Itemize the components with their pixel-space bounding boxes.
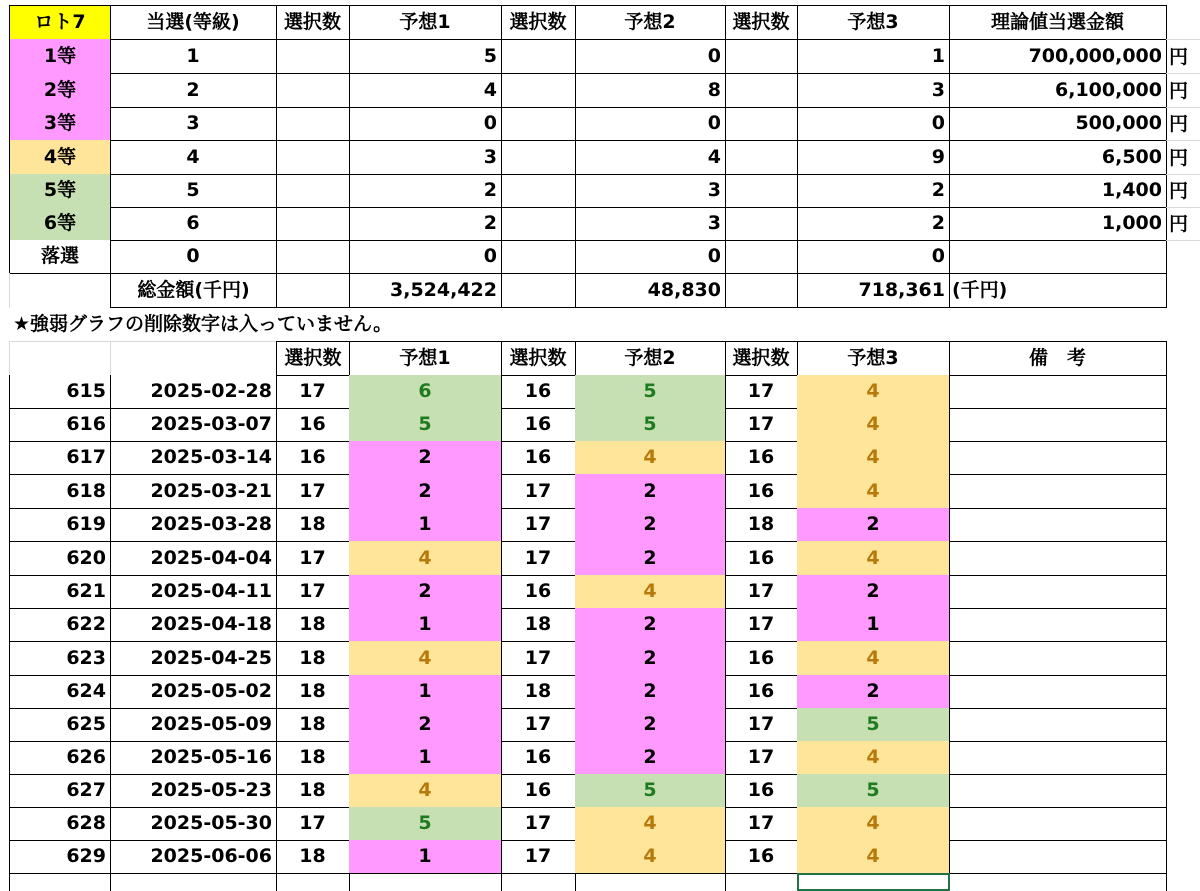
select-count[interactable]: 16	[276, 441, 350, 475]
select-count[interactable]: 17	[276, 375, 350, 409]
pred2-grade[interactable]: 5	[575, 774, 726, 808]
grade-label[interactable]: 1等	[9, 39, 111, 74]
draw-number[interactable]: 618	[9, 474, 111, 509]
empty-cell[interactable]	[725, 240, 798, 274]
select-count[interactable]: 16	[501, 774, 576, 808]
select-count[interactable]: 17	[725, 608, 798, 642]
top-header-cell[interactable]: 理論値当選金額	[949, 5, 1167, 40]
prize-unit[interactable]: 円	[1166, 207, 1200, 241]
remarks-cell[interactable]	[949, 741, 1167, 775]
total-pred2[interactable]: 48,830	[575, 273, 726, 308]
empty-cell[interactable]	[9, 873, 111, 891]
pred3-grade[interactable]: 2	[797, 575, 950, 609]
select-count[interactable]: 16	[276, 408, 350, 442]
count-pred2[interactable]: 0	[575, 240, 726, 274]
select-count[interactable]: 17	[276, 474, 350, 509]
grade-number[interactable]: 1	[110, 39, 277, 74]
empty-cell[interactable]	[276, 873, 350, 891]
empty-cell[interactable]	[725, 107, 798, 141]
select-count[interactable]: 16	[501, 375, 576, 409]
remarks-cell[interactable]	[949, 675, 1167, 709]
pred1-grade[interactable]: 1	[349, 840, 502, 874]
top-header-cell[interactable]: 予想3	[797, 5, 950, 40]
select-count[interactable]: 18	[276, 741, 350, 775]
empty-cell[interactable]	[276, 174, 350, 208]
draw-date[interactable]: 2025-03-21	[110, 474, 277, 509]
select-count[interactable]: 18	[276, 708, 350, 742]
empty-cell[interactable]	[501, 873, 576, 891]
pred1-grade[interactable]: 1	[349, 608, 502, 642]
empty-cell[interactable]	[501, 140, 576, 175]
count-pred3[interactable]: 3	[797, 73, 950, 108]
count-pred2[interactable]: 8	[575, 73, 726, 108]
remarks-cell[interactable]	[949, 408, 1167, 442]
select-count[interactable]: 17	[501, 541, 576, 576]
select-count[interactable]: 17	[725, 807, 798, 841]
draw-date[interactable]: 2025-05-23	[110, 774, 277, 808]
grade-label[interactable]: 6等	[9, 207, 111, 241]
grade-number[interactable]: 5	[110, 174, 277, 208]
pred3-grade[interactable]: 4	[797, 375, 950, 409]
top-header-cell[interactable]: 当選(等級)	[110, 5, 277, 40]
pred1-grade[interactable]: 5	[349, 807, 502, 841]
draw-number[interactable]: 615	[9, 375, 111, 409]
empty-cell[interactable]	[501, 240, 576, 274]
select-count[interactable]: 17	[501, 807, 576, 841]
empty-cell[interactable]	[276, 107, 350, 141]
count-pred2[interactable]: 3	[575, 207, 726, 241]
pred3-grade[interactable]: 2	[797, 508, 950, 542]
prize-amount[interactable]: 700,000,000	[949, 39, 1167, 74]
draw-date[interactable]: 2025-02-28	[110, 375, 277, 409]
select-count[interactable]: 16	[725, 840, 798, 874]
select-count[interactable]: 16	[501, 741, 576, 775]
pred3-grade[interactable]: 1	[797, 608, 950, 642]
prize-unit[interactable]: 円	[1166, 107, 1200, 141]
pred3-grade[interactable]: 4	[797, 741, 950, 775]
grade-label[interactable]: 5等	[9, 174, 111, 208]
select-count[interactable]: 16	[501, 408, 576, 442]
pred2-grade[interactable]: 2	[575, 741, 726, 775]
select-count[interactable]: 17	[501, 508, 576, 542]
prize-unit[interactable]: 円	[1166, 174, 1200, 208]
select-count[interactable]: 16	[501, 441, 576, 475]
select-count[interactable]: 18	[501, 608, 576, 642]
prize-amount[interactable]: 1,400	[949, 174, 1167, 208]
count-pred3[interactable]: 0	[797, 107, 950, 141]
pred3-grade[interactable]: 5	[797, 708, 950, 742]
draw-number[interactable]: 620	[9, 541, 111, 576]
count-pred3[interactable]: 2	[797, 207, 950, 241]
draw-number[interactable]: 621	[9, 575, 111, 609]
select-count[interactable]: 18	[725, 508, 798, 542]
count-pred2[interactable]: 0	[575, 39, 726, 74]
select-count[interactable]: 16	[501, 575, 576, 609]
select-count[interactable]: 17	[501, 641, 576, 676]
remarks-cell[interactable]	[949, 575, 1167, 609]
remarks-cell[interactable]	[949, 807, 1167, 841]
grade-number[interactable]: 3	[110, 107, 277, 141]
select-count[interactable]: 18	[276, 675, 350, 709]
remarks-cell[interactable]	[949, 774, 1167, 808]
bottom-header-cell[interactable]: 予想1	[349, 341, 502, 376]
pred3-grade[interactable]: 4	[797, 441, 950, 475]
pred2-grade[interactable]: 2	[575, 708, 726, 742]
pred1-grade[interactable]: 2	[349, 708, 502, 742]
pred3-grade[interactable]: 4	[797, 408, 950, 442]
pred2-grade[interactable]: 2	[575, 508, 726, 542]
top-header-cell[interactable]: 予想2	[575, 5, 726, 40]
remarks-cell[interactable]	[949, 474, 1167, 509]
total-pred1[interactable]: 3,524,422	[349, 273, 502, 308]
select-count[interactable]: 17	[276, 541, 350, 576]
empty-cell[interactable]	[797, 873, 950, 891]
prize-unit[interactable]	[1166, 240, 1200, 274]
count-pred2[interactable]: 4	[575, 140, 726, 175]
count-pred2[interactable]: 0	[575, 107, 726, 141]
remarks-cell[interactable]	[949, 375, 1167, 409]
draw-number[interactable]: 617	[9, 441, 111, 475]
pred1-grade[interactable]: 6	[349, 375, 502, 409]
select-count[interactable]: 16	[725, 641, 798, 676]
empty-cell[interactable]	[276, 240, 350, 274]
top-header-cell[interactable]: 選択数	[276, 5, 350, 40]
pred3-grade[interactable]: 4	[797, 474, 950, 509]
grade-label[interactable]: 3等	[9, 107, 111, 141]
count-pred2[interactable]: 3	[575, 174, 726, 208]
empty-cell[interactable]	[276, 207, 350, 241]
draw-number[interactable]: 624	[9, 675, 111, 709]
draw-number[interactable]: 626	[9, 741, 111, 775]
count-pred1[interactable]: 2	[349, 174, 502, 208]
empty-cell[interactable]	[276, 273, 350, 308]
draw-number[interactable]: 619	[9, 508, 111, 542]
total-unit[interactable]: (千円)	[949, 273, 1167, 308]
pred2-grade[interactable]: 2	[575, 541, 726, 576]
prize-amount[interactable]: 1,000	[949, 207, 1167, 241]
draw-number[interactable]: 623	[9, 641, 111, 676]
draw-date[interactable]: 2025-04-11	[110, 575, 277, 609]
count-pred3[interactable]: 2	[797, 174, 950, 208]
pred1-grade[interactable]: 1	[349, 508, 502, 542]
prize-amount[interactable]: 6,100,000	[949, 73, 1167, 108]
note-text[interactable]: ★強弱グラフの削除数字は入っていません。	[13, 313, 393, 335]
draw-date[interactable]: 2025-04-25	[110, 641, 277, 676]
bottom-header-cell[interactable]: 選択数	[725, 341, 798, 376]
grade-number[interactable]: 4	[110, 140, 277, 175]
pred1-grade[interactable]: 2	[349, 575, 502, 609]
draw-date[interactable]: 2025-05-09	[110, 708, 277, 742]
empty-cell[interactable]	[110, 341, 277, 376]
pred3-grade[interactable]: 4	[797, 541, 950, 576]
draw-date[interactable]: 2025-05-16	[110, 741, 277, 775]
pred1-grade[interactable]: 4	[349, 641, 502, 676]
draw-date[interactable]: 2025-03-28	[110, 508, 277, 542]
empty-cell[interactable]	[9, 273, 111, 308]
corner-label[interactable]: ロト7	[9, 5, 111, 40]
top-header-cell[interactable]: 予想1	[349, 5, 502, 40]
draw-date[interactable]: 2025-04-18	[110, 608, 277, 642]
remarks-cell[interactable]	[949, 608, 1167, 642]
bottom-header-cell[interactable]: 予想3	[797, 341, 950, 376]
select-count[interactable]: 17	[725, 375, 798, 409]
select-count[interactable]: 17	[501, 474, 576, 509]
prize-unit[interactable]: 円	[1166, 140, 1200, 175]
empty-cell[interactable]	[501, 174, 576, 208]
select-count[interactable]: 18	[276, 608, 350, 642]
select-count[interactable]: 17	[725, 408, 798, 442]
select-count[interactable]: 18	[276, 840, 350, 874]
count-pred1[interactable]: 2	[349, 207, 502, 241]
draw-number[interactable]: 628	[9, 807, 111, 841]
empty-cell[interactable]	[725, 207, 798, 241]
pred3-grade[interactable]: 4	[797, 807, 950, 841]
pred3-grade[interactable]: 4	[797, 840, 950, 874]
draw-date[interactable]: 2025-03-07	[110, 408, 277, 442]
select-count[interactable]: 16	[725, 675, 798, 709]
select-count[interactable]: 18	[276, 508, 350, 542]
remarks-cell[interactable]	[949, 708, 1167, 742]
prize-amount[interactable]: 6,500	[949, 140, 1167, 175]
bottom-header-cell[interactable]: 予想2	[575, 341, 726, 376]
draw-number[interactable]: 616	[9, 408, 111, 442]
pred2-grade[interactable]: 4	[575, 441, 726, 475]
bottom-header-cell[interactable]: 選択数	[501, 341, 576, 376]
empty-cell[interactable]	[725, 140, 798, 175]
select-count[interactable]: 17	[276, 575, 350, 609]
empty-cell[interactable]	[501, 207, 576, 241]
remarks-cell[interactable]	[949, 641, 1167, 676]
prize-amount[interactable]	[949, 240, 1167, 274]
draw-date[interactable]: 2025-06-06	[110, 840, 277, 874]
select-count[interactable]: 17	[725, 575, 798, 609]
remarks-cell[interactable]	[949, 840, 1167, 874]
select-count[interactable]: 18	[276, 641, 350, 676]
count-pred3[interactable]: 9	[797, 140, 950, 175]
select-count[interactable]: 16	[725, 541, 798, 576]
pred1-grade[interactable]: 4	[349, 774, 502, 808]
prize-unit[interactable]: 円	[1166, 73, 1200, 108]
count-pred3[interactable]: 0	[797, 240, 950, 274]
empty-cell[interactable]	[725, 273, 798, 308]
grade-number[interactable]: 6	[110, 207, 277, 241]
remarks-cell[interactable]	[949, 508, 1167, 542]
empty-cell[interactable]	[276, 140, 350, 175]
pred2-grade[interactable]: 4	[575, 807, 726, 841]
pred3-grade[interactable]: 4	[797, 641, 950, 676]
top-header-cell[interactable]: 選択数	[501, 5, 576, 40]
select-count[interactable]: 18	[501, 675, 576, 709]
bottom-header-cell[interactable]: 選択数	[276, 341, 350, 376]
select-count[interactable]: 17	[501, 840, 576, 874]
select-count[interactable]: 17	[501, 708, 576, 742]
pred1-grade[interactable]: 5	[349, 408, 502, 442]
grade-label[interactable]: 2等	[9, 73, 111, 108]
empty-cell[interactable]	[949, 873, 1167, 891]
empty-cell[interactable]	[501, 273, 576, 308]
draw-number[interactable]: 627	[9, 774, 111, 808]
grade-number[interactable]: 0	[110, 240, 277, 274]
draw-number[interactable]: 625	[9, 708, 111, 742]
remarks-cell[interactable]	[949, 541, 1167, 576]
empty-cell[interactable]	[9, 341, 111, 376]
pred1-grade[interactable]: 2	[349, 441, 502, 475]
grade-label[interactable]: 落選	[9, 240, 111, 274]
draw-number[interactable]: 622	[9, 608, 111, 642]
select-count[interactable]: 17	[725, 741, 798, 775]
empty-cell[interactable]	[501, 39, 576, 74]
draw-date[interactable]: 2025-04-04	[110, 541, 277, 576]
select-count[interactable]: 17	[725, 708, 798, 742]
count-pred1[interactable]: 5	[349, 39, 502, 74]
prize-amount[interactable]: 500,000	[949, 107, 1167, 141]
pred3-grade[interactable]: 2	[797, 675, 950, 709]
empty-cell[interactable]	[725, 873, 798, 891]
pred2-grade[interactable]: 2	[575, 641, 726, 676]
count-pred1[interactable]: 3	[349, 140, 502, 175]
remarks-cell[interactable]	[949, 441, 1167, 475]
draw-number[interactable]: 629	[9, 840, 111, 874]
count-pred1[interactable]: 0	[349, 240, 502, 274]
draw-date[interactable]: 2025-03-14	[110, 441, 277, 475]
pred2-grade[interactable]: 5	[575, 408, 726, 442]
pred2-grade[interactable]: 5	[575, 375, 726, 409]
draw-date[interactable]: 2025-05-30	[110, 807, 277, 841]
pred2-grade[interactable]: 4	[575, 575, 726, 609]
grade-label[interactable]: 4等	[9, 140, 111, 175]
select-count[interactable]: 17	[276, 807, 350, 841]
empty-cell[interactable]	[575, 873, 726, 891]
pred2-grade[interactable]: 2	[575, 474, 726, 509]
empty-cell[interactable]	[725, 174, 798, 208]
select-count[interactable]: 16	[725, 474, 798, 509]
draw-date[interactable]: 2025-05-02	[110, 675, 277, 709]
empty-cell[interactable]	[725, 73, 798, 108]
pred3-grade[interactable]: 5	[797, 774, 950, 808]
pred1-grade[interactable]: 2	[349, 474, 502, 509]
pred1-grade[interactable]: 1	[349, 741, 502, 775]
empty-cell[interactable]	[276, 73, 350, 108]
pred2-grade[interactable]: 2	[575, 675, 726, 709]
pred2-grade[interactable]: 4	[575, 840, 726, 874]
empty-cell[interactable]	[276, 39, 350, 74]
count-pred1[interactable]: 0	[349, 107, 502, 141]
pred1-grade[interactable]: 4	[349, 541, 502, 576]
pred1-grade[interactable]: 1	[349, 675, 502, 709]
prize-unit[interactable]: 円	[1166, 39, 1200, 74]
empty-cell[interactable]	[501, 73, 576, 108]
pred2-grade[interactable]: 2	[575, 608, 726, 642]
grade-number[interactable]: 2	[110, 73, 277, 108]
select-count[interactable]: 16	[725, 441, 798, 475]
total-pred3[interactable]: 718,361	[797, 273, 950, 308]
count-pred1[interactable]: 4	[349, 73, 502, 108]
select-count[interactable]: 18	[276, 774, 350, 808]
select-count[interactable]: 16	[725, 774, 798, 808]
empty-cell[interactable]	[110, 873, 277, 891]
top-header-cell[interactable]: 選択数	[725, 5, 798, 40]
count-pred3[interactable]: 1	[797, 39, 950, 74]
total-label[interactable]: 総金額(千円)	[110, 273, 277, 308]
empty-cell[interactable]	[349, 873, 502, 891]
empty-cell[interactable]	[501, 107, 576, 141]
bottom-header-cell[interactable]: 備 考	[949, 341, 1167, 376]
empty-cell[interactable]	[725, 39, 798, 74]
